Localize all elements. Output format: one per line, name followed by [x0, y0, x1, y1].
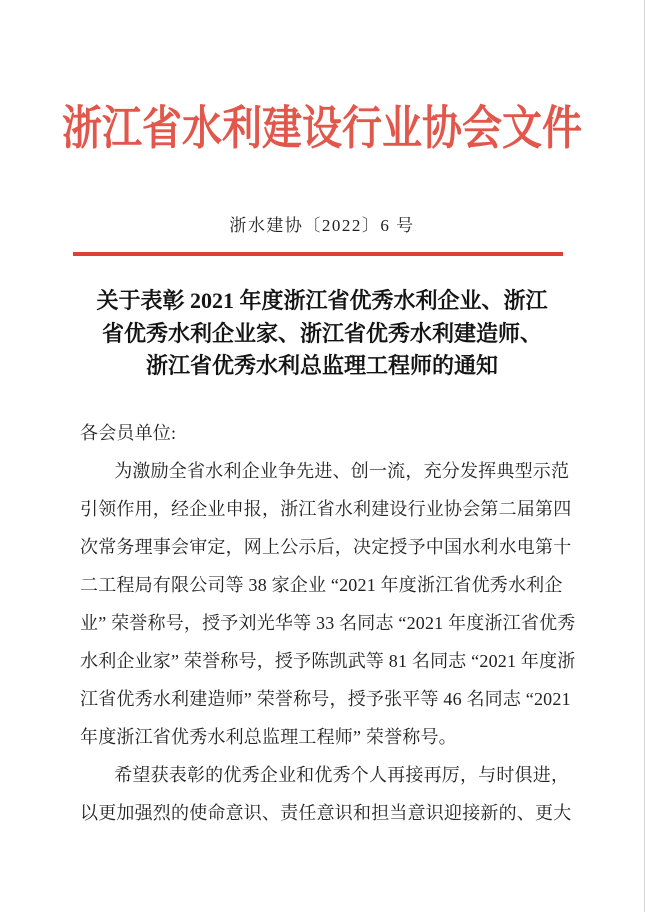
- paragraph-1-line: 江省优秀水利建造师” 荣誉称号，授予张平等 46 名同志 “2021: [80, 689, 571, 709]
- paragraph-1-line: 引领作用，经企业申报，浙江省水利建设行业协会第二届第四: [80, 499, 572, 519]
- salutation: 各会员单位:: [80, 423, 177, 443]
- paragraph-1-line: 水利企业家” 荣誉称号，授予陈凯武等 81 名同志 “2021 年度浙: [80, 651, 576, 671]
- agency-letterhead-title: 浙江省水利建设行业协会文件: [62, 102, 582, 155]
- paragraph-2-line: 以更加强烈的使命意识、责任意识和担当意识迎接新的、更大: [80, 803, 572, 823]
- notice-title-line: 关于表彰 2021 年度浙江省优秀水利企业、浙江: [96, 288, 548, 313]
- paragraph-1-line: 为激励全省水利企业争先进、创一流，充分发挥典型示范: [114, 461, 570, 481]
- notice-body: [80, 414, 576, 832]
- paragraph-1-line: 二工程局有限公司等 38 家企业 “2021 年度浙江省优秀水利企: [80, 575, 563, 595]
- paragraph-1-line: 业” 荣誉称号，授予刘光华等 33 名同志 “2021 年度浙江省优秀: [80, 613, 576, 633]
- notice-title-line: 浙江省优秀水利总监理工程师的通知: [145, 353, 498, 378]
- paragraph-1-line: 年度浙江省优秀水利总监理工程师” 荣誉称号。: [80, 727, 457, 747]
- notice-title-line: 省优秀水利企业家、浙江省优秀水利建造师、: [101, 320, 542, 346]
- red-divider-line: [73, 252, 563, 256]
- notice-title: [30, 285, 614, 383]
- paragraph-1: [80, 452, 576, 756]
- document-number: 浙水建协〔2022〕6 号: [229, 216, 415, 235]
- paragraph-1-line: 次常务理事会审定，网上公示后，决定授予中国水利水电第十: [80, 537, 572, 557]
- paragraph-2: [80, 756, 572, 832]
- paragraph-2-line: 希望获表彰的优秀企业和优秀个人再接再厉，与时俱进，: [114, 765, 570, 785]
